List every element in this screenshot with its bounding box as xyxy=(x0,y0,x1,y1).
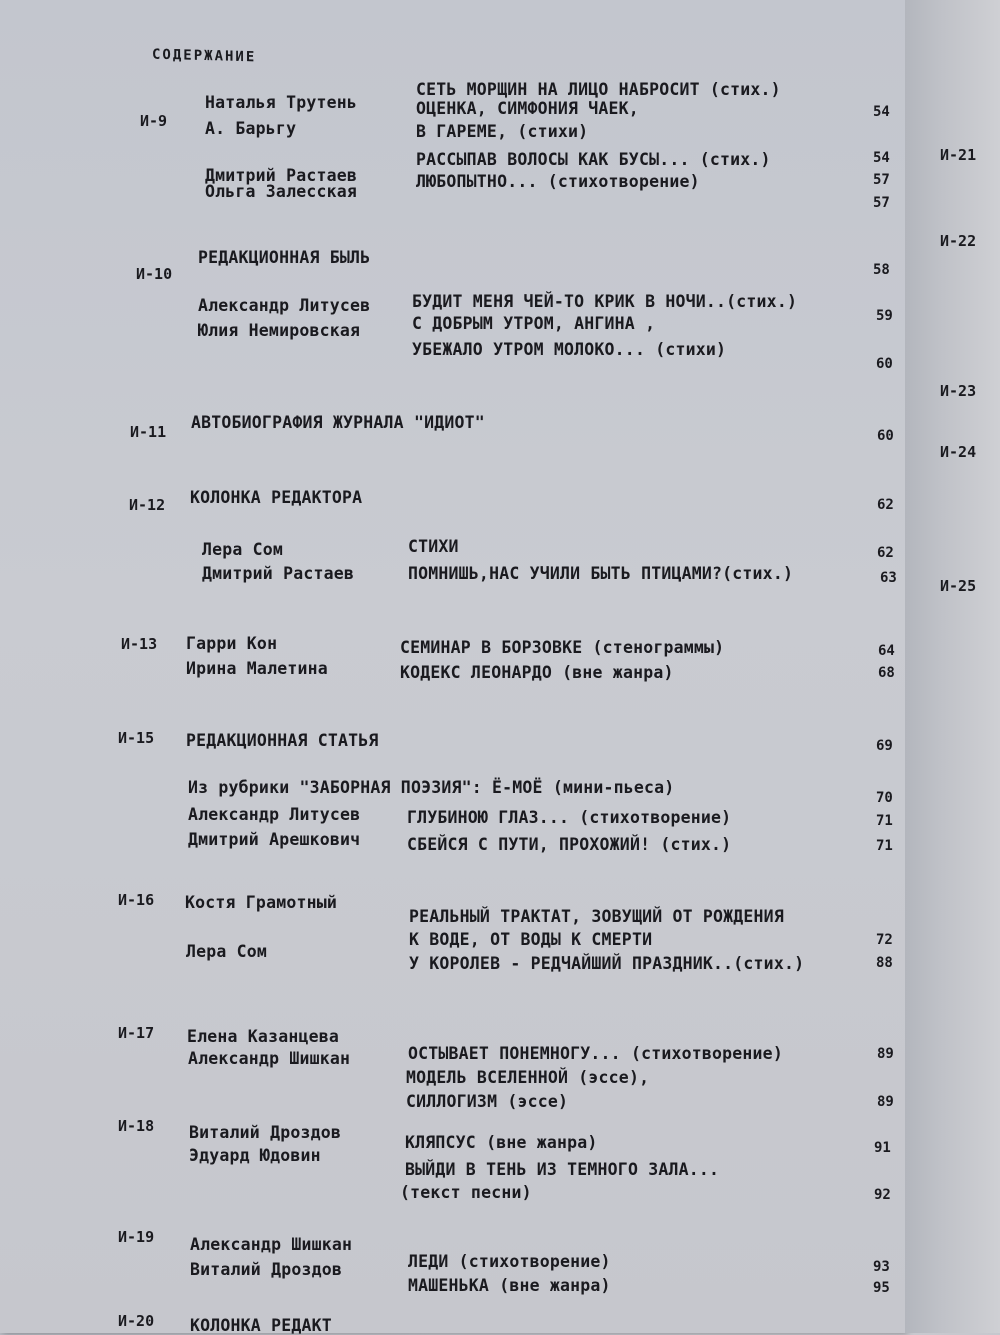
entry-work: СТИХИ xyxy=(408,537,459,556)
entry-work: БУДИТ МЕНЯ ЧЕЙ-ТО КРИК В НОЧИ..(стих.) xyxy=(412,292,798,311)
entry-author: Александр Литусев xyxy=(198,296,371,315)
entry-author: Дмитрий Растаев xyxy=(205,166,358,185)
entry-work: ПОМНИШЬ,НАС УЧИЛИ БЫТЬ ПТИЦАМИ?(стих.) xyxy=(408,564,794,583)
entry-author: Лера Сом xyxy=(202,540,284,559)
entry-page: 64 xyxy=(878,643,895,659)
section-page: 69 xyxy=(876,738,893,754)
entry-page: 92 xyxy=(874,1187,891,1203)
entry-page: 63 xyxy=(880,570,897,586)
next-page-edge xyxy=(905,0,1000,1333)
section-heading: КОЛОНКА РЕДАКТ xyxy=(190,1316,332,1335)
entry-page: 91 xyxy=(874,1140,891,1156)
next-page-code: И-23 xyxy=(940,382,977,400)
entry-work: СЕТЬ МОРЩИН НА ЛИЦО НАБРОСИТ (стих.) xyxy=(416,80,781,99)
section-code: И-9 xyxy=(140,112,168,130)
entry-author: Александр Шишкан xyxy=(188,1049,351,1068)
entry-work: МОДЕЛЬ ВСЕЛЕННОЙ (эссе), xyxy=(406,1068,650,1087)
entry-work: СЕМИНАР В БОРЗОВКЕ (стенограммы) xyxy=(400,638,725,657)
section-code: И-19 xyxy=(118,1228,155,1246)
entry-work: ГЛУБИНОЮ ГЛАЗ... (стихотворение) xyxy=(407,808,732,827)
entry-author: Александр Литусев xyxy=(188,805,361,824)
entry-work: С ДОБРЫМ УТРОМ, АНГИНА , xyxy=(412,314,656,333)
entry-page: 57 xyxy=(873,195,890,211)
section-code: И-15 xyxy=(118,729,155,747)
section-code: И-18 xyxy=(118,1117,155,1135)
entry-author: Гарри Кон xyxy=(186,634,278,653)
entry-page: 54 xyxy=(873,150,890,166)
entry-page: 71 xyxy=(876,838,893,854)
entry-author: Костя Грамотный xyxy=(185,893,338,912)
entry-page: 70 xyxy=(876,790,893,806)
entry-page: 89 xyxy=(877,1094,894,1110)
entry-work: КОДЕКС ЛЕОНАРДО (вне жанра) xyxy=(400,663,674,682)
entry-work: СБЕЙСЯ С ПУТИ, ПРОХОЖИЙ! (стих.) xyxy=(407,835,732,854)
entry-work: КЛЯПСУС (вне жанра) xyxy=(405,1133,598,1152)
entry-author: Виталий Дроздов xyxy=(189,1123,342,1142)
section-heading: РЕДАКЦИОННАЯ БЫЛЬ xyxy=(198,248,371,267)
entry-work: УБЕЖАЛО УТРОМ МОЛОКО... (стихи) xyxy=(412,340,727,359)
entry-work: ЛЕДИ (стихотворение) xyxy=(408,1252,611,1271)
section-page: 58 xyxy=(873,262,890,278)
entry-work: К ВОДЕ, ОТ ВОДЫ К СМЕРТИ xyxy=(409,930,653,949)
entry-author: Дмитрий Растаев xyxy=(202,564,355,583)
entry-page: 72 xyxy=(876,932,893,948)
entry-work: ЛЮБОПЫТНО... (стихотворение) xyxy=(416,172,700,191)
section-heading: РЕДАКЦИОННАЯ СТАТЬЯ xyxy=(186,731,379,750)
entry-work: (текст песни) xyxy=(400,1183,532,1202)
entry-work: ОСТЫВАЕТ ПОНЕМНОГУ... (стихотворение) xyxy=(408,1044,783,1063)
next-page-code: И-25 xyxy=(940,577,977,595)
entry-work: РАССЫПАВ ВОЛОСЫ КАК БУСЫ... (стих.) xyxy=(416,150,771,169)
section-code: И-12 xyxy=(129,496,166,514)
entry-author: Наталья Трутень xyxy=(205,93,358,112)
entry-page: 89 xyxy=(877,1046,894,1062)
entry-work: СИЛЛОГИЗМ (эссе) xyxy=(406,1092,569,1111)
next-page-code: И-22 xyxy=(940,232,977,250)
entry-page: 68 xyxy=(878,665,895,681)
entry-page: 95 xyxy=(873,1280,890,1296)
entry-author: Елена Казанцева xyxy=(187,1027,340,1046)
section-code: И-13 xyxy=(121,635,158,653)
entry-page: 93 xyxy=(873,1259,890,1275)
entry-work: МАШЕНЬКА (вне жанра) xyxy=(408,1276,611,1295)
page-title: СОДЕРЖАНИЕ xyxy=(152,46,257,66)
section-heading: КОЛОНКА РЕДАКТОРА xyxy=(190,488,363,507)
next-page-code: И-21 xyxy=(940,146,977,164)
section-heading: АВТОБИОГРАФИЯ ЖУРНАЛА "ИДИОТ" xyxy=(191,413,485,432)
entry-author: Виталий Дроздов xyxy=(190,1260,343,1279)
entry-page: 60 xyxy=(876,356,893,372)
entry-author: Дмитрий Арешкович xyxy=(188,830,361,849)
entry-page: 57 xyxy=(873,172,890,188)
section-code: И-17 xyxy=(118,1024,155,1042)
entry-page: 71 xyxy=(876,813,893,829)
entry-author: А. Барьгу xyxy=(205,119,297,138)
entry-author: Лера Сом xyxy=(186,942,268,961)
entry-page: 54 xyxy=(873,104,890,120)
section-code: И-10 xyxy=(136,265,173,283)
section-page: 60 xyxy=(877,428,894,444)
section-code: И-20 xyxy=(118,1312,155,1330)
entry-work: РЕАЛЬНЫЙ ТРАКТАТ, ЗОВУЩИЙ ОТ РОЖДЕНИЯ xyxy=(409,907,784,926)
section-code: И-11 xyxy=(130,423,167,441)
entry-work: В ГАРЕМЕ, (стихи) xyxy=(416,122,589,141)
entry-author: Юлия Немировская xyxy=(198,321,361,340)
entry-author: Александр Шишкан xyxy=(190,1235,353,1254)
entry-page: 88 xyxy=(876,955,893,971)
entry-author: Эдуард Юдовин xyxy=(189,1146,321,1165)
next-page-code: И-24 xyxy=(940,443,977,461)
entry-rubric: Из рубрики "ЗАБОРНАЯ ПОЭЗИЯ": Ё-МОЁ (мини-пьеса) xyxy=(188,778,675,797)
entry-author: Ирина Малетина xyxy=(186,659,328,678)
entry-work: ОЦЕНКА, СИМФОНИЯ ЧАЕК, xyxy=(416,99,639,118)
section-code: И-16 xyxy=(118,891,155,909)
entry-work: ВЫЙДИ В ТЕНЬ ИЗ ТЕМНОГО ЗАЛА... xyxy=(405,1160,720,1179)
entry-work: У КОРОЛЕВ - РЕДЧАЙШИЙ ПРАЗДНИК..(стих.) xyxy=(409,954,805,973)
entry-page: 62 xyxy=(877,545,894,561)
entry-page: 59 xyxy=(876,308,893,324)
entry-author: Ольга Залесская xyxy=(205,182,358,201)
section-page: 62 xyxy=(877,497,894,513)
